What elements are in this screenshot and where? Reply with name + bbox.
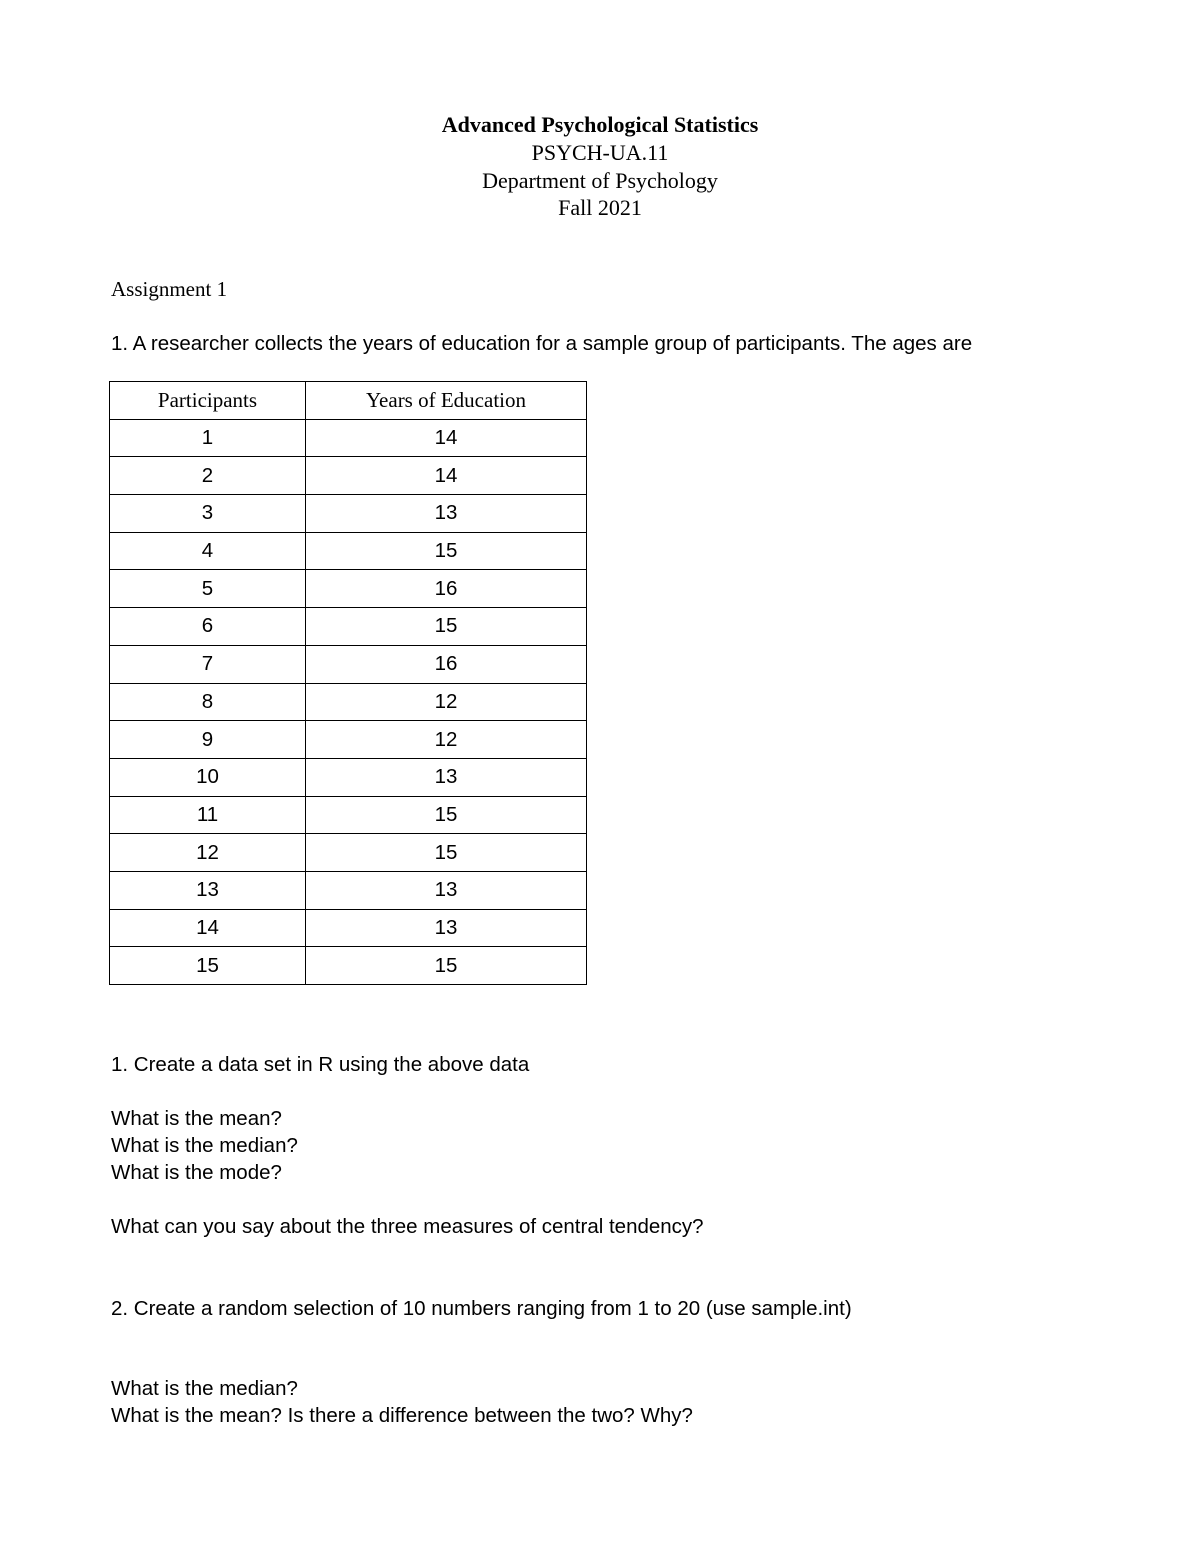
years-cell: 12 (306, 721, 587, 759)
participant-cell: 2 (110, 457, 306, 495)
participant-cell: 13 (110, 871, 306, 909)
participant-cell: 7 (110, 645, 306, 683)
years-cell: 13 (306, 495, 587, 533)
course-title (0, 112, 1200, 138)
column-header-years-of-education: Years of Education (306, 382, 587, 420)
years-cell: 15 (306, 834, 587, 872)
task1-question-mode: What is the mode? (111, 1161, 282, 1184)
task2-question-median: What is the median? (111, 1377, 298, 1400)
years-cell: 14 (306, 457, 587, 495)
course-title-text: Advanced Psychological Statistics (441, 112, 759, 137)
participant-cell: 1 (110, 419, 306, 457)
task2-heading: 2. Create a random selection of 10 numbers ranging from 1 to 20 (use sample.int) (111, 1297, 852, 1320)
task1-question-central-tendency: What can you say about the three measures of central tendency? (111, 1215, 704, 1238)
years-cell: 13 (306, 871, 587, 909)
table-row (110, 796, 587, 834)
intro-question: 1. A researcher collects the years of education for a sample group of participants. The ages are (111, 332, 973, 355)
table-row (110, 721, 587, 759)
task2-question-mean-difference: What is the mean? Is there a difference between the two? Why? (111, 1404, 693, 1427)
years-cell: 16 (306, 645, 587, 683)
participant-cell: 15 (110, 947, 306, 985)
table-row (110, 909, 587, 947)
participant-cell: 12 (110, 834, 306, 872)
table-header-row (110, 382, 587, 420)
years-cell: 15 (306, 608, 587, 646)
table-row (110, 834, 587, 872)
task1-question-mean: What is the mean? (111, 1107, 282, 1130)
table-row (110, 570, 587, 608)
participant-cell: 14 (110, 909, 306, 947)
years-cell: 14 (306, 419, 587, 457)
years-cell: 15 (306, 947, 587, 985)
task1-heading: 1. Create a data set in R using the above data (111, 1053, 530, 1076)
table-row (110, 758, 587, 796)
table-row (110, 419, 587, 457)
education-table (109, 381, 587, 985)
participant-cell: 5 (110, 570, 306, 608)
participant-cell: 3 (110, 495, 306, 533)
column-header-participants: Participants (110, 382, 306, 420)
table-row (110, 645, 587, 683)
table-row (110, 495, 587, 533)
participant-cell: 10 (110, 758, 306, 796)
department-name: Department of Psychology (482, 168, 718, 193)
years-cell: 15 (306, 532, 587, 570)
participant-cell: 6 (110, 608, 306, 646)
assignment-label: Assignment 1 (111, 277, 228, 301)
participant-cell: 8 (110, 683, 306, 721)
years-cell: 12 (306, 683, 587, 721)
years-cell: 13 (306, 909, 587, 947)
task1-question-median: What is the median? (111, 1134, 298, 1157)
participant-cell: 4 (110, 532, 306, 570)
table-row (110, 683, 587, 721)
table-row (110, 871, 587, 909)
participant-cell: 11 (110, 796, 306, 834)
participant-cell: 9 (110, 721, 306, 759)
course-code: PSYCH-UA.11 (531, 140, 669, 165)
table-row (110, 532, 587, 570)
term: Fall 2021 (558, 195, 642, 220)
table-row (110, 457, 587, 495)
years-cell: 13 (306, 758, 587, 796)
years-cell: 15 (306, 796, 587, 834)
years-cell: 16 (306, 570, 587, 608)
table-row (110, 608, 587, 646)
table-row (110, 947, 587, 985)
